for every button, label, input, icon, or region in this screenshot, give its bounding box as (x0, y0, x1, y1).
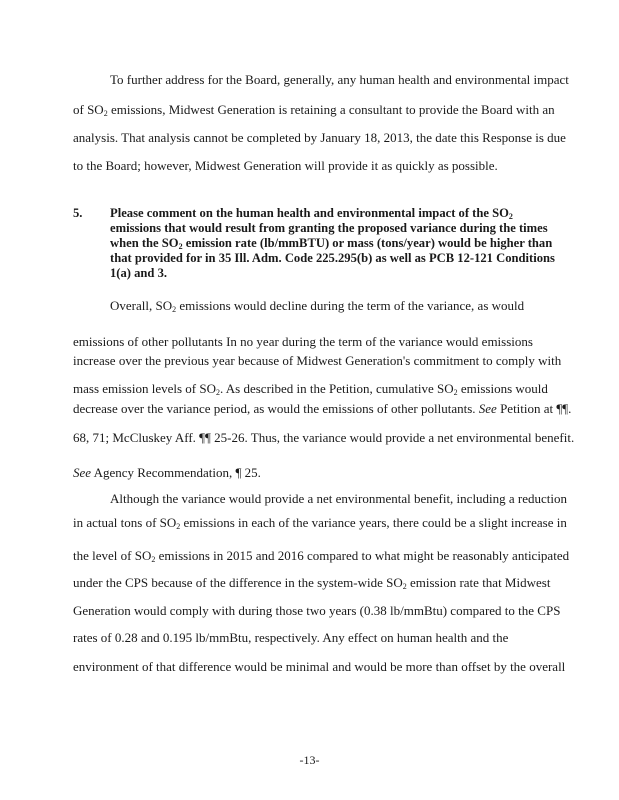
text-run: in actual tons of SO (73, 515, 177, 530)
paragraph-line (73, 576, 550, 590)
text-run: when the SO (110, 236, 179, 250)
text-run: analysis. That analysis cannot be completed by January 18, 2013, the date this Response is due (73, 130, 566, 145)
paragraph-line (110, 73, 569, 87)
text-run: rates of 0.28 and 0.195 lb/mmBtu, respectively. Any effect on human health and the (73, 630, 509, 645)
text-run: emissions in each of the variance years, there could be a slight increase in (180, 515, 567, 530)
text-run: increase over the previous year because of Midwest Generation's commitment to comply with (73, 353, 562, 368)
paragraph-line (73, 466, 261, 480)
text-run: To further address for the Board, generally, any human health and environmental impact (110, 72, 569, 87)
subscript: 2 (103, 109, 108, 118)
text-run: under the CPS because of the difference in the system-wide SO (73, 575, 403, 590)
text-run: emissions that would result from granting the proposed variance during the times (110, 221, 548, 235)
paragraph-line (73, 131, 566, 145)
text-run: Although the variance would provide a net environmental benefit, including a reduction (110, 491, 568, 506)
question-line (110, 266, 167, 280)
paragraph-line (73, 516, 567, 530)
paragraph-line (110, 492, 567, 506)
text-run: emissions in 2015 and 2016 compared to what might be reasonably anticipated (155, 548, 570, 563)
text-run: the level of SO (73, 548, 152, 563)
text-run: emission rate (lb/mmBTU) or mass (tons/year) would be higher than (182, 236, 553, 250)
paragraph-line (73, 335, 533, 349)
text-run: mass emission levels of SO (73, 381, 216, 396)
subscript: 2 (172, 305, 177, 314)
subscript: 2 (508, 212, 513, 221)
text-run: Overall, SO (110, 298, 173, 313)
text-run: Petition at ¶¶. (496, 401, 572, 416)
text-run: . As described in the Petition, cumulative SO (220, 381, 454, 396)
paragraph-line (73, 431, 574, 445)
paragraph-line (73, 159, 498, 173)
text-run: Generation would comply with during those two years (0.38 lb/mmBtu) compared to the CPS (73, 603, 561, 618)
question-line (110, 206, 513, 220)
paragraph-line (73, 549, 569, 563)
question-line (110, 251, 555, 265)
text-run: of SO (73, 102, 104, 117)
text-run: emissions would (457, 381, 548, 396)
text-run: Agency Recommendation, ¶ 25. (91, 465, 261, 480)
italic-citation: See (73, 465, 92, 480)
paragraph-line (73, 103, 555, 117)
paragraph-line (73, 402, 571, 416)
text-run: 1(a) and 3. (110, 266, 168, 280)
page-number: -13- (299, 753, 320, 767)
question-line (110, 236, 552, 250)
subscript: 2 (402, 582, 407, 591)
paragraph-line (73, 631, 508, 645)
text-run: 68, 71; McCluskey Aff. ¶¶ 25-26. Thus, the variance would provide a net environmental benefit. (73, 430, 575, 445)
text-run: emissions would decline during the term of the variance, as would (176, 298, 525, 313)
text-run: emissions, Midwest Generation is retaining a consultant to provide the Board with an (107, 102, 555, 117)
italic-citation: See (478, 401, 497, 416)
subscript: 2 (453, 388, 458, 397)
text-run: decrease over the variance period, as would the emissions of other pollutants. (73, 401, 479, 416)
question-line (110, 221, 548, 235)
paragraph-line (73, 604, 560, 618)
paragraph-line (73, 382, 548, 396)
paragraph-line (73, 660, 565, 674)
text-run: to the Board; however, Midwest Generation will provide it as quickly as possible. (73, 158, 498, 173)
text-run: emissions of other pollutants In no year during the term of the variance would emissions (73, 334, 533, 349)
subscript: 2 (178, 242, 183, 251)
subscript: 2 (176, 522, 181, 531)
text-run: emission rate that Midwest (406, 575, 551, 590)
text-run: that provided for in 35 Ill. Adm. Code 225.295(b) as well as PCB 12-121 Conditions (110, 251, 555, 265)
text-run: Please comment on the human health and environmental impact of the SO (110, 206, 509, 220)
text-run: environment of that difference would be minimal and would be more than offset by the overall (73, 659, 566, 674)
question-number: 5. (73, 206, 83, 220)
subscript: 2 (216, 388, 220, 397)
paragraph-line (73, 354, 561, 368)
subscript: 2 (151, 555, 156, 564)
paragraph-line (110, 299, 524, 313)
